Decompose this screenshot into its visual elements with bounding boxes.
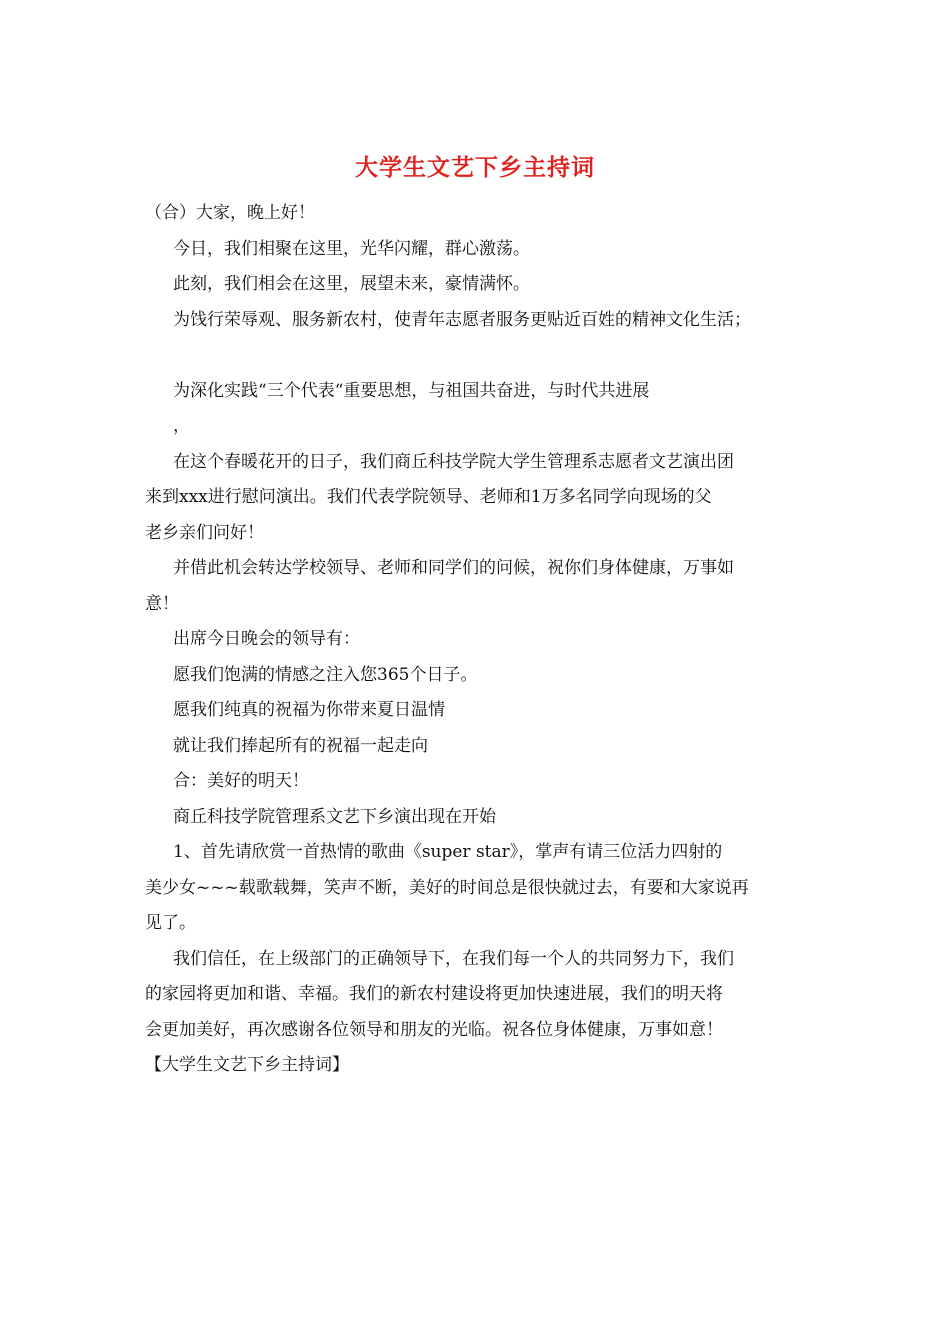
- text-line: 我们信任，在上级部门的正确领导下，在我们每一个人的共同努力下，我们: [173, 948, 734, 969]
- text-line: 愿我们饱满的情感之注入您365个日子。: [173, 664, 478, 685]
- text-line: 今日，我们相聚在这里，光华闪耀，群心激荡。: [173, 238, 530, 259]
- text-line: 来到xxx进行慰问演出。我们代表学院领导、老师和1万多名同学向现场的父: [145, 487, 712, 507]
- text-line: 老乡亲们问好！: [145, 522, 264, 543]
- blank-line: [145, 338, 815, 374]
- text-line: 并借此机会转达学校领导、老师和同学们的问候，祝你们身体健康，万事如: [173, 558, 734, 578]
- document-title: 大学生文艺下乡主持词: [355, 154, 595, 181]
- text-line: 出席今日晚会的领导有：: [173, 629, 360, 649]
- text-line: 愿我们纯真的祝福为你带来夏日温情: [173, 700, 445, 720]
- text-line: 就让我们捧起所有的祝福一起走向: [173, 735, 428, 756]
- text-line: 见了。: [145, 913, 196, 933]
- text-line: （合）大家，晚上好！: [145, 203, 315, 223]
- text-line: 的家园将更加和谐、幸福。我们的新农村建设将更加快速进展，我们的明天将: [145, 984, 723, 1004]
- text-line: 商丘科技学院管理系文艺下乡演出现在开始: [173, 806, 496, 827]
- text-line: 为饯行荣辱观、服务新农村，使青年志愿者服务更贴近百姓的精神文化生活；: [173, 309, 751, 330]
- text-line: 意！: [145, 593, 179, 614]
- text-line: 1、首先请欣赏一首热情的歌曲《super star》，掌声有请三位活力四射的: [173, 842, 723, 862]
- text-line: 为深化实践“三个代表“重要思想，与祖国共奋进，与时代共进展: [173, 380, 650, 401]
- footer-title: 【大学生文艺下乡主持词】: [145, 1055, 349, 1075]
- text-line: 在这个春暖花开的日子，我们商丘科技学院大学生管理系志愿者文艺演出团: [173, 451, 734, 472]
- text-line: 会更加美好，再次感谢各位领导和朋友的光临。祝各位身体健康，万事如意！: [145, 1019, 723, 1040]
- text-line: ，: [173, 416, 190, 436]
- document-body: [145, 196, 815, 1084]
- text-line: 合：美好的明天！: [173, 771, 309, 791]
- text-line: 美少女~~~载歌载舞，笑声不断，美好的时间总是很快就过去，有要和大家说再: [145, 877, 749, 898]
- text-line: 此刻，我们相会在这里，展望未来，豪情满怀。: [173, 274, 530, 294]
